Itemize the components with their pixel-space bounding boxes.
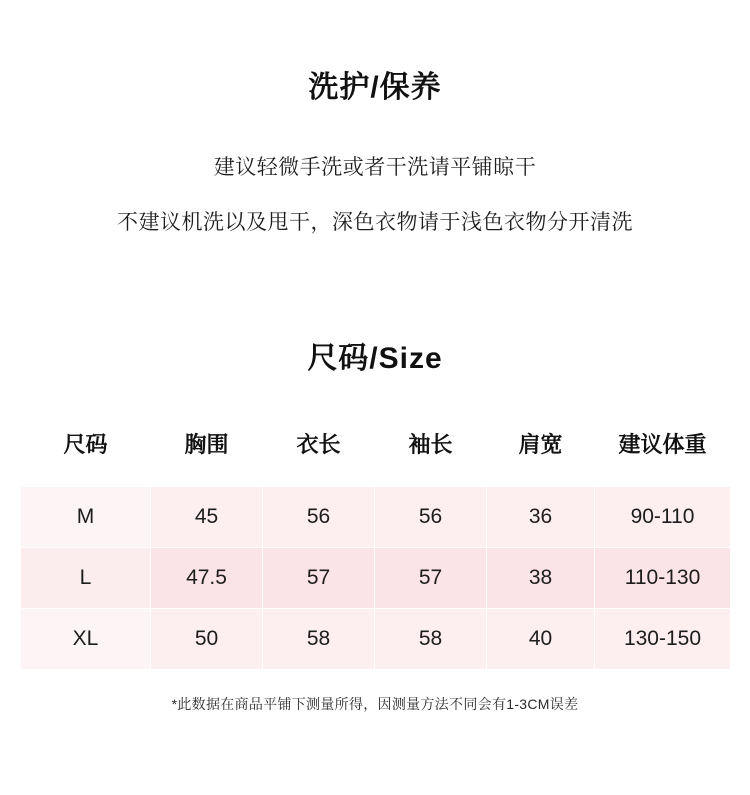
cell-bust: 45 (151, 487, 263, 548)
cell-size: L (21, 548, 151, 609)
column-header-size: 尺码 (21, 413, 151, 487)
product-detail-page (0, 62, 750, 795)
column-header-shoulder: 肩宽 (487, 413, 595, 487)
cell-shoulder: 38 (487, 548, 595, 609)
cell-weight: 130-150 (595, 609, 731, 670)
table-row (21, 487, 731, 548)
cell-length: 57 (263, 548, 375, 609)
column-header-bust: 胸围 (151, 413, 263, 487)
care-section-title: 洗护/保养 (308, 71, 442, 104)
cell-shoulder: 36 (487, 487, 595, 548)
table-header-row (21, 413, 731, 487)
cell-weight: 90-110 (595, 487, 731, 548)
table-row (21, 548, 731, 609)
cell-bust: 47.5 (151, 548, 263, 609)
size-table-body (21, 487, 731, 670)
care-instructions (0, 152, 750, 239)
measurement-footnote: *此数据在商品平铺下测量所得，因测量方法不同会有1-3CM误差 (171, 696, 579, 713)
cell-shoulder: 40 (487, 609, 595, 670)
cell-length: 56 (263, 487, 375, 548)
size-table-header (21, 413, 731, 487)
cell-bust: 50 (151, 609, 263, 670)
cell-size: M (21, 487, 151, 548)
size-section-title: 尺码/Size (307, 342, 443, 376)
column-header-weight: 建议体重 (595, 413, 731, 487)
size-table (20, 413, 731, 670)
cell-weight: 110-130 (595, 548, 731, 609)
care-line: 建议轻微手洗或者干洗请平铺晾干 (213, 156, 537, 179)
column-header-sleeve: 袖长 (375, 413, 487, 487)
cell-length: 58 (263, 609, 375, 670)
cell-sleeve: 58 (375, 609, 487, 670)
cell-sleeve: 57 (375, 548, 487, 609)
column-header-length: 衣长 (263, 413, 375, 487)
care-line: 不建议机洗以及甩干，深色衣物请于浅色衣物分开清洗 (117, 210, 633, 234)
cell-sleeve: 56 (375, 487, 487, 548)
cell-size: XL (21, 609, 151, 670)
table-row (21, 609, 731, 670)
size-table-wrapper (20, 413, 730, 714)
